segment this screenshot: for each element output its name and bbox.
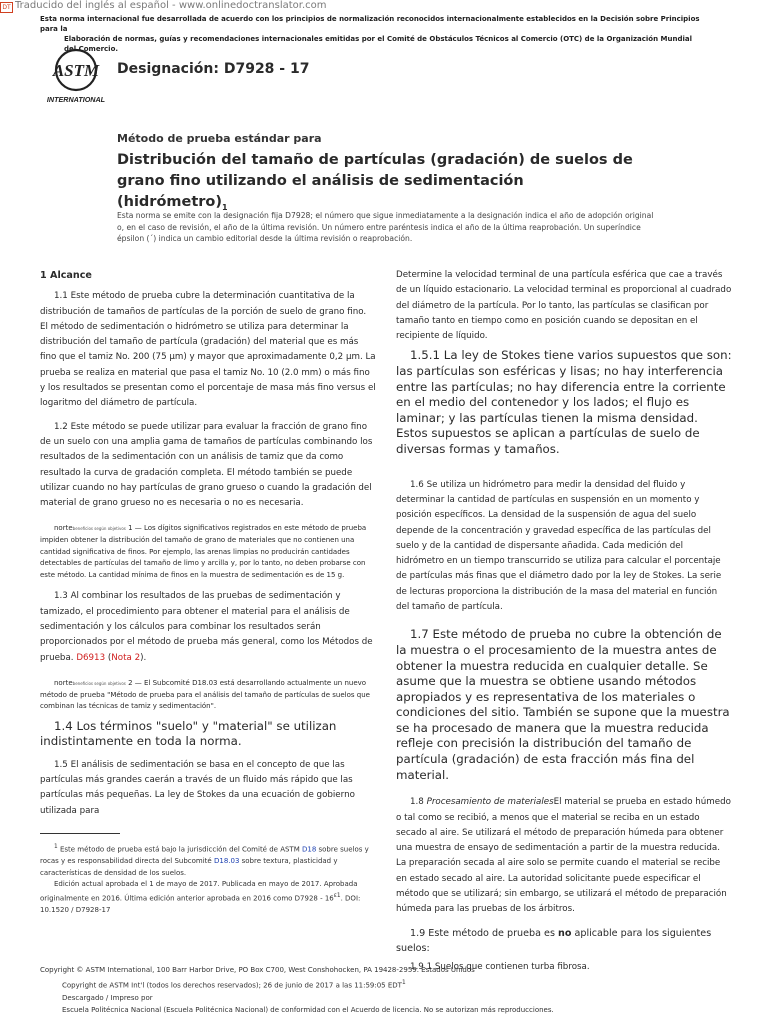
issuance-statement: Esta norma se emite con la designación fija D7928; el número que sigue inmediatamente a la designación indica el año de adopción original o, en el caso de revisión, el año de la última revisión. Un número entre paréntesis indica el año de la última reaprobación. Un superíndice épsilon (´) indica un cambio editorial desde la última revisión o reaprobación. (117, 211, 654, 243)
footnote-jurisdiction (40, 842, 376, 879)
para-1-5-continued: Determine la velocidad terminal de una partícula esférica que cae a través de un líquido estacionario. La velocidad terminal es proporcional al cuadrado del diámetro de la partícula. Por lo tanto, las partículas se clasifican por tamaño tanto en tiempo como en posición cuando se depositan en el recipiente de líquido. (396, 270, 732, 342)
note-2 (40, 678, 376, 713)
footnote-text-a: Este método de prueba está bajo la jurisdicción del Comité de ASTM (59, 845, 302, 854)
footnote-text-c: sobre textura, plasticidad y características de densidad de los suelos. (40, 856, 338, 877)
footnote-text-b: sobre suelos y rocas y es responsabilidad directa del Subcomité (40, 845, 369, 865)
para-1-9-a: 1.9 Este método de prueba es (410, 927, 558, 939)
standard-title (117, 150, 637, 218)
note-1-label: norte (54, 524, 73, 533)
footnote-edition-b: . DOI: 10.1520 / D7928-17 (40, 894, 361, 914)
title-text: Distribución del tamaño de partículas (gradación) de suelos de grano fino utilizando el análisis de sedimentación (hidrómetro) (117, 152, 633, 210)
copyright-line: Copyright © ASTM International, 100 Barr Harbor Drive, PO Box C700, West Conshohocken, PA 19428-2959. Estados Unidos (40, 966, 475, 974)
title-footnote-ref: 1 (222, 202, 228, 212)
para-1-3-close: ). (140, 652, 147, 663)
note-2-tiny: beneficios según objetivos (72, 680, 126, 686)
d6913-link[interactable]: D6913 (76, 652, 106, 663)
note-1-tiny: beneficios según objetivos (72, 526, 126, 532)
right-column (396, 268, 732, 976)
para-1-4: 1.4 Los términos "suelo" y "material" se utilizan indistintamente en toda la norma. (40, 718, 337, 749)
footnote-marker: 1 (54, 844, 58, 850)
para-1-2: 1.2 Este método se puede utilizar para evaluar la fracción de grano fino de un suelo con una amplia gama de tamaños de partículas combinando los resultados de la sedimentación con un análisis de tamiz que da como resultado la curva de gradación completa. El método también se puede utilizar cuando no hay partículas de grano grueso o cuando la gradación del material de grano grueso no es necesaria o no es necesaria. (40, 421, 373, 509)
footnote-edition-eps: ε1 (333, 892, 341, 899)
downloaded-by: Descargado / Impreso por (62, 993, 153, 1002)
d18-link[interactable]: D18 (301, 845, 317, 854)
para-1-8-num: 1.8 (410, 797, 427, 808)
note-2-label: norte (54, 678, 73, 687)
para-1-9 (396, 926, 732, 957)
designation: Designación: D7928 - 17 (117, 61, 310, 77)
logo-letters: ASTM (52, 61, 100, 80)
para-1-5: 1.5 El análisis de sedimentación se basa en el concepto de que las partículas más grandes caerán a través de un fluido más rápido que las partículas más pequeñas. La ley de Stokes da una ecuación de gobierno utilizada para (40, 759, 355, 816)
left-column (40, 268, 376, 819)
wto-notice (40, 14, 700, 54)
footnote-1 (40, 842, 376, 916)
note-2-text: 2 — El Subcomité D18.03 está desarrollando actualmente un nuevo método de prueba "Método de prueba para el análisis del tamaño de partículas de suelos que combinan las técnicas de tamiz y sedimentación". (40, 678, 370, 711)
footnote-divider (40, 833, 120, 834)
section-1-heading: 1 Alcance (40, 270, 92, 281)
footnote-edition (40, 879, 376, 916)
para-1-3-text: 1.3 Al combinar los resultados de las pruebas de sedimentación y tamizado, el procedimiento para obtener el material para el análisis de sedimentación y los cálculos para combinar los resultados serán proporcionados por el método de prueba más general, como los Métodos de prueba. (40, 591, 373, 663)
note-1 (40, 523, 376, 581)
translator-banner[interactable] (0, 0, 327, 13)
translator-link[interactable]: Traducido del inglés al español - www.onlinedoctranslator.com (15, 0, 327, 11)
notice-line-1: Esta norma internacional fue desarrollada de acuerdo con los principios de normalización reconocidos internacionalmente establecidos en la Decisión sobre Principios para la (40, 15, 700, 33)
standard-subtitle: Método de prueba estándar para (117, 132, 322, 145)
para-1-6: 1.6 Se utiliza un hidrómetro para medir la densidad del fluido y determinar la cantidad de partículas en suspensión en un momento y posición específicos. La densidad de la suspensión de agua del suelo depende de la concentración y gravedad específica de las partículas del suelo y de la cantidad de dispersante añadida. Cada medición del hidrómetro en un tiempo transcurrido se utiliza para calcular el porcentaje de partículas más finas que el diámetro dado por la ley de Stokes. La serie de lecturas proporciona la distribución de la masa del material en función del tamaño de partícula. (396, 479, 722, 613)
para-1-8-title: Procesamiento de materiales (426, 797, 554, 808)
para-1-3 (40, 589, 376, 665)
d18-03-link[interactable]: D18.03 (213, 856, 240, 865)
copyright-license-sup: 1 (401, 979, 406, 986)
copyright-license-line (40, 977, 740, 992)
para-1-7: 1.7 Este método de prueba no cubre la obtención de la muestra o el procesamiento de la muestra antes de obtener la muestra reducida en cualquier detalle. Se asume que la muestra se obtiene usando métodos apropiados y es representativa de los materiales o condiciones del sitio. También se supone que la muestra se ha procesado de manera que la muestra reducida refleje con precisión la distribución del tamaño de partícula (gradación) de esta fracción más fina del material. (396, 627, 730, 782)
note-2-link[interactable]: Nota 2 (111, 652, 141, 663)
para-1-9-c: aplicable para los siguientes suelos: (396, 927, 712, 954)
para-1-3-open: ( (105, 652, 112, 663)
para-1-8-text: El material se prueba en estado húmedo o tal como se recibió, a menos que el material se reciba en un estado secado al aire. Se utilizará el método de preparación húmeda para obtener una muestra de ensayo de sedimentación a partir de la muestra reducida. La preparación secada al aire solo se permite cuando el material se recibe en estado secado al aire. La autoridad solicitante puede especificar el método que se utilizará; sin embargo, se utilizará el método de preparación húmeda para las pruebas de los árbitros. (396, 797, 731, 915)
para-1-9-emph: no (558, 927, 572, 939)
logo-org: INTERNATIONAL (46, 95, 106, 104)
licensee-line: Escuela Politécnica Nacional (Escuela Politécnica Nacional) de conformidad con el Acuerdo de licencia. No se autorizan más reproducciones. (62, 1006, 554, 1015)
para-1-1: 1.1 Este método de prueba cubre la determinación cuantitativa de la distribución de tamaños de partículas de la porción de suelo de grano fino. El método de sedimentación o hidrómetro se utiliza para determinar la distribución del tamaño de partícula (gradación) del material que es más fino que el tamiz No. 200 (75 µm) y mayor que aproximadamente 0,2 µm. La prueba se realiza en material que pasa el tamiz No. 10 (2.0 mm) o más fino y los resultados se presentan como el porcentaje de masa más fino versus el logaritmo del diámetro de partícula. (40, 291, 376, 409)
note-1-text: 1 — Los dígitos significativos registrados en este método de prueba impiden obtener la distribución del tamaño de grano de materiales que no contienen una cantidad significativa de finos. Por ejemplo, las arenas limpias no producirán cantidades detectables de partículas del tamaño de limo y arcilla y, por lo tanto, no deben probarse con este método. La cantidad mínima de finos en la muestra de sedimentación es de 15 g. (40, 524, 367, 579)
para-1-8 (396, 795, 732, 917)
notice-line-2: Elaboración de normas, guías y recomendaciones internacionales emitidas por el Comité de Obstáculos Técnicos al Comercio (OTC) de la Organización Mundial del Comercio. (64, 35, 693, 53)
copyright-license-text: Copyright de ASTM Int'l (todos los derechos reservados); 26 de junio de 2017 a las 11:59:05 EDT (62, 980, 402, 989)
copyright-block (40, 964, 740, 1017)
astm-logo (42, 46, 110, 106)
para-1-5-1: 1.5.1 La ley de Stokes tiene varios supuestos que son: las partículas son esféricas y lisas; no hay interferencia entre las partículas; no hay diferencia entre la corriente en el medio del contenedor y los lados; el flujo es laminar; y las partículas tienen la misma densidad. Estos supuestos se aplican a partículas de suelo de diversas formas y tamaños. (396, 348, 732, 457)
para-1-9-1: 1.9.1 Suelos que contienen turba fibrosa. (410, 962, 590, 973)
footnote-edition-a: Edición actual aprobada el 1 de mayo de 2017. Publicada en mayo de 2017. Aprobada originalmente en 2016. Última edición anterior aprobada en 2016 como D7928 - 16 (40, 880, 358, 903)
translator-icon: DT (0, 2, 13, 13)
